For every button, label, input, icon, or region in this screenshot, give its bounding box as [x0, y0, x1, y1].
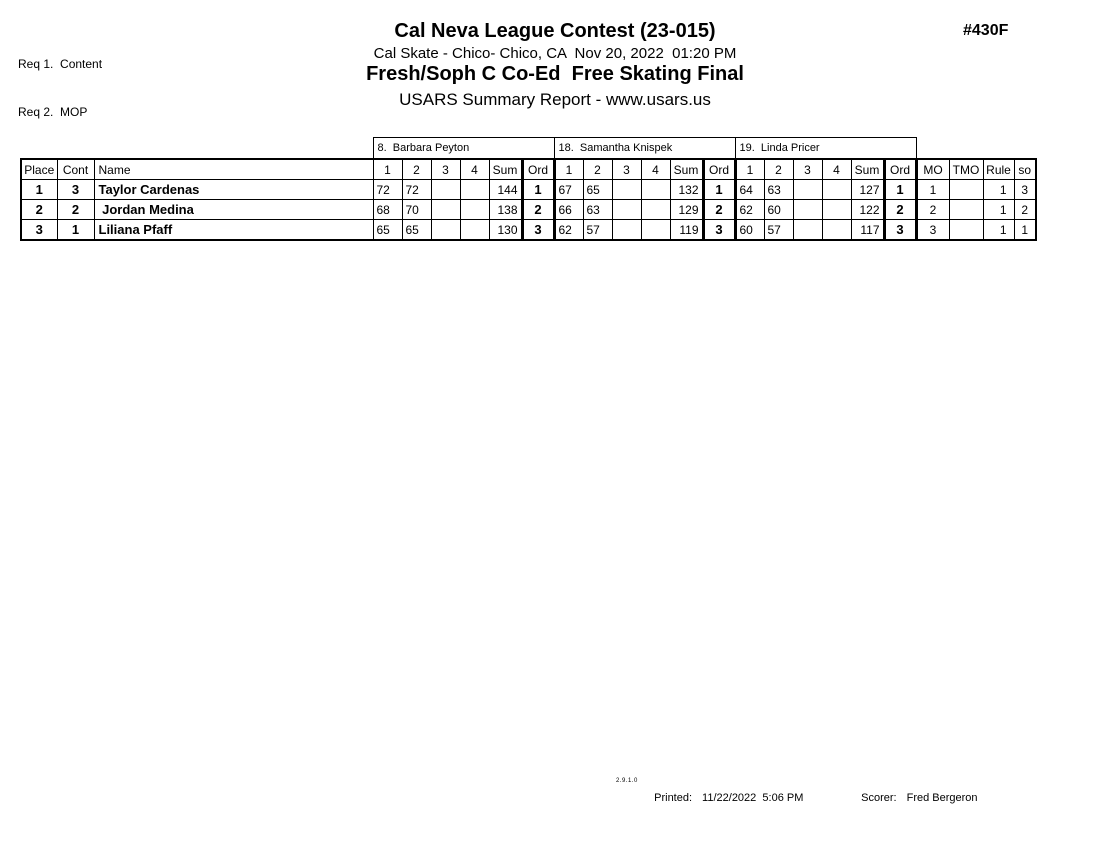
col-header-place: Place: [21, 159, 57, 180]
tmo-cell: [949, 220, 983, 241]
score-cell: [431, 200, 460, 220]
col-header-judge3-2: 2: [764, 159, 793, 180]
sum-cell: 130: [489, 220, 522, 241]
score-cell: 72: [373, 180, 402, 200]
score-cell: [822, 180, 851, 200]
place-cell: 1: [21, 180, 57, 200]
result-row: [21, 200, 1036, 220]
score-cell: 64: [735, 180, 764, 200]
score-cell: 62: [554, 220, 583, 241]
mo-cell: 1: [916, 180, 949, 200]
col-header-judge1-sum: Sum: [489, 159, 522, 180]
place-cell: 2: [21, 200, 57, 220]
mo-cell: 2: [916, 200, 949, 220]
scorer-line: [855, 780, 978, 804]
judge-name-header: 8. Barbara Peyton: [373, 138, 554, 160]
score-cell: [641, 180, 670, 200]
software-version: 2.9.1.0: [616, 778, 638, 784]
score-cell: 65: [583, 180, 612, 200]
printed-value: 11/22/2022 5:06 PM: [702, 792, 804, 804]
ordinal-cell: 2: [522, 200, 554, 220]
judge-row-right-spacer: [916, 138, 1036, 160]
score-cell: 70: [402, 200, 431, 220]
judge-header-row: [21, 138, 1036, 160]
score-cell: [612, 220, 641, 241]
column-header-row: [21, 159, 1036, 180]
col-header-judge2-4: 4: [641, 159, 670, 180]
col-header-judge3-ord: Ord: [884, 159, 916, 180]
rule-cell: 1: [983, 180, 1014, 200]
ordinal-cell: 1: [522, 180, 554, 200]
score-cell: [460, 220, 489, 241]
contest-title: Cal Neva League Contest (23-015): [394, 20, 716, 42]
ordinal-cell: 3: [703, 220, 735, 241]
col-header-judge2-sum: Sum: [670, 159, 703, 180]
score-cell: [431, 220, 460, 241]
sum-cell: 138: [489, 200, 522, 220]
judge-name-header: 18. Samantha Knispek: [554, 138, 735, 160]
rule-cell: 1: [983, 220, 1014, 241]
col-header-judge3-sum: Sum: [851, 159, 884, 180]
ordinal-cell: 1: [703, 180, 735, 200]
score-cell: 57: [583, 220, 612, 241]
sum-cell: 122: [851, 200, 884, 220]
score-cell: [641, 220, 670, 241]
requirement-line-2: Req 2. MOP: [18, 105, 88, 119]
score-cell: 66: [554, 200, 583, 220]
skater-name-cell: Liliana Pfaff: [94, 220, 373, 241]
skater-name-cell: Jordan Medina: [94, 200, 373, 220]
col-header-tmo: TMO: [949, 159, 983, 180]
score-cell: [460, 200, 489, 220]
scorer-label: Scorer:: [861, 792, 897, 804]
requirement-line-1: Req 1. Content: [18, 57, 103, 71]
contestant-number-cell: 3: [57, 180, 94, 200]
printed-timestamp: [648, 780, 803, 804]
judge-row-left-spacer: [21, 138, 373, 160]
contestant-number-cell: 2: [57, 200, 94, 220]
so-cell: 2: [1014, 200, 1036, 220]
ordinal-cell: 3: [522, 220, 554, 241]
tmo-cell: [949, 200, 983, 220]
ordinal-cell: 2: [884, 200, 916, 220]
score-cell: 65: [373, 220, 402, 241]
col-header-judge2-1: 1: [554, 159, 583, 180]
col-header-judge1-3: 3: [431, 159, 460, 180]
score-cell: 60: [735, 220, 764, 241]
place-cell: 3: [21, 220, 57, 241]
score-cell: [793, 180, 822, 200]
results-table: [20, 137, 1037, 241]
venue-date-line: Cal Skate - Chico- Chico, CA Nov 20, 2022 01:20 PM: [373, 45, 737, 62]
score-cell: 63: [764, 180, 793, 200]
tmo-cell: [949, 180, 983, 200]
sum-cell: 129: [670, 200, 703, 220]
col-header-judge2-ord: Ord: [703, 159, 735, 180]
score-cell: 67: [554, 180, 583, 200]
col-header-mo: MO: [916, 159, 949, 180]
sum-cell: 144: [489, 180, 522, 200]
result-row: [21, 180, 1036, 200]
sum-cell: 119: [670, 220, 703, 241]
skater-name-cell: Taylor Cardenas: [94, 180, 373, 200]
contestant-number-cell: 1: [57, 220, 94, 241]
score-cell: [822, 220, 851, 241]
col-header-judge1-4: 4: [460, 159, 489, 180]
score-cell: 57: [764, 220, 793, 241]
result-row: [21, 220, 1036, 241]
ordinal-cell: 2: [703, 200, 735, 220]
score-cell: 72: [402, 180, 431, 200]
score-cell: [612, 180, 641, 200]
score-cell: [612, 200, 641, 220]
col-header-judge3-4: 4: [822, 159, 851, 180]
scorer-value: Fred Bergeron: [906, 792, 978, 804]
so-cell: 3: [1014, 180, 1036, 200]
col-header-judge1-1: 1: [373, 159, 402, 180]
rule-cell: 1: [983, 200, 1014, 220]
document-number: #430F: [963, 22, 1009, 39]
event-title: Fresh/Soph C Co-Ed Free Skating Final: [366, 63, 744, 85]
score-cell: 60: [764, 200, 793, 220]
score-cell: 63: [583, 200, 612, 220]
col-header-judge1-2: 2: [402, 159, 431, 180]
score-cell: [641, 200, 670, 220]
ordinal-cell: 3: [884, 220, 916, 241]
col-header-judge1-ord: Ord: [522, 159, 554, 180]
col-header-name: Name: [94, 159, 373, 180]
score-cell: [822, 200, 851, 220]
col-header-judge2-3: 3: [612, 159, 641, 180]
sum-cell: 117: [851, 220, 884, 241]
col-header-cont: Cont: [57, 159, 94, 180]
score-cell: [793, 200, 822, 220]
mo-cell: 3: [916, 220, 949, 241]
score-cell: 68: [373, 200, 402, 220]
printed-label: Printed:: [654, 792, 693, 804]
col-header-so: so: [1014, 159, 1036, 180]
col-header-judge3-3: 3: [793, 159, 822, 180]
score-cell: 65: [402, 220, 431, 241]
score-cell: [793, 220, 822, 241]
ordinal-cell: 1: [884, 180, 916, 200]
score-cell: [460, 180, 489, 200]
judge-name-header: 19. Linda Pricer: [735, 138, 916, 160]
sum-cell: 132: [670, 180, 703, 200]
report-type-line: USARS Summary Report - www.usars.us: [399, 90, 711, 109]
col-header-rule: Rule: [983, 159, 1014, 180]
sum-cell: 127: [851, 180, 884, 200]
col-header-judge2-2: 2: [583, 159, 612, 180]
so-cell: 1: [1014, 220, 1036, 241]
col-header-judge3-1: 1: [735, 159, 764, 180]
score-cell: 62: [735, 200, 764, 220]
score-cell: [431, 180, 460, 200]
